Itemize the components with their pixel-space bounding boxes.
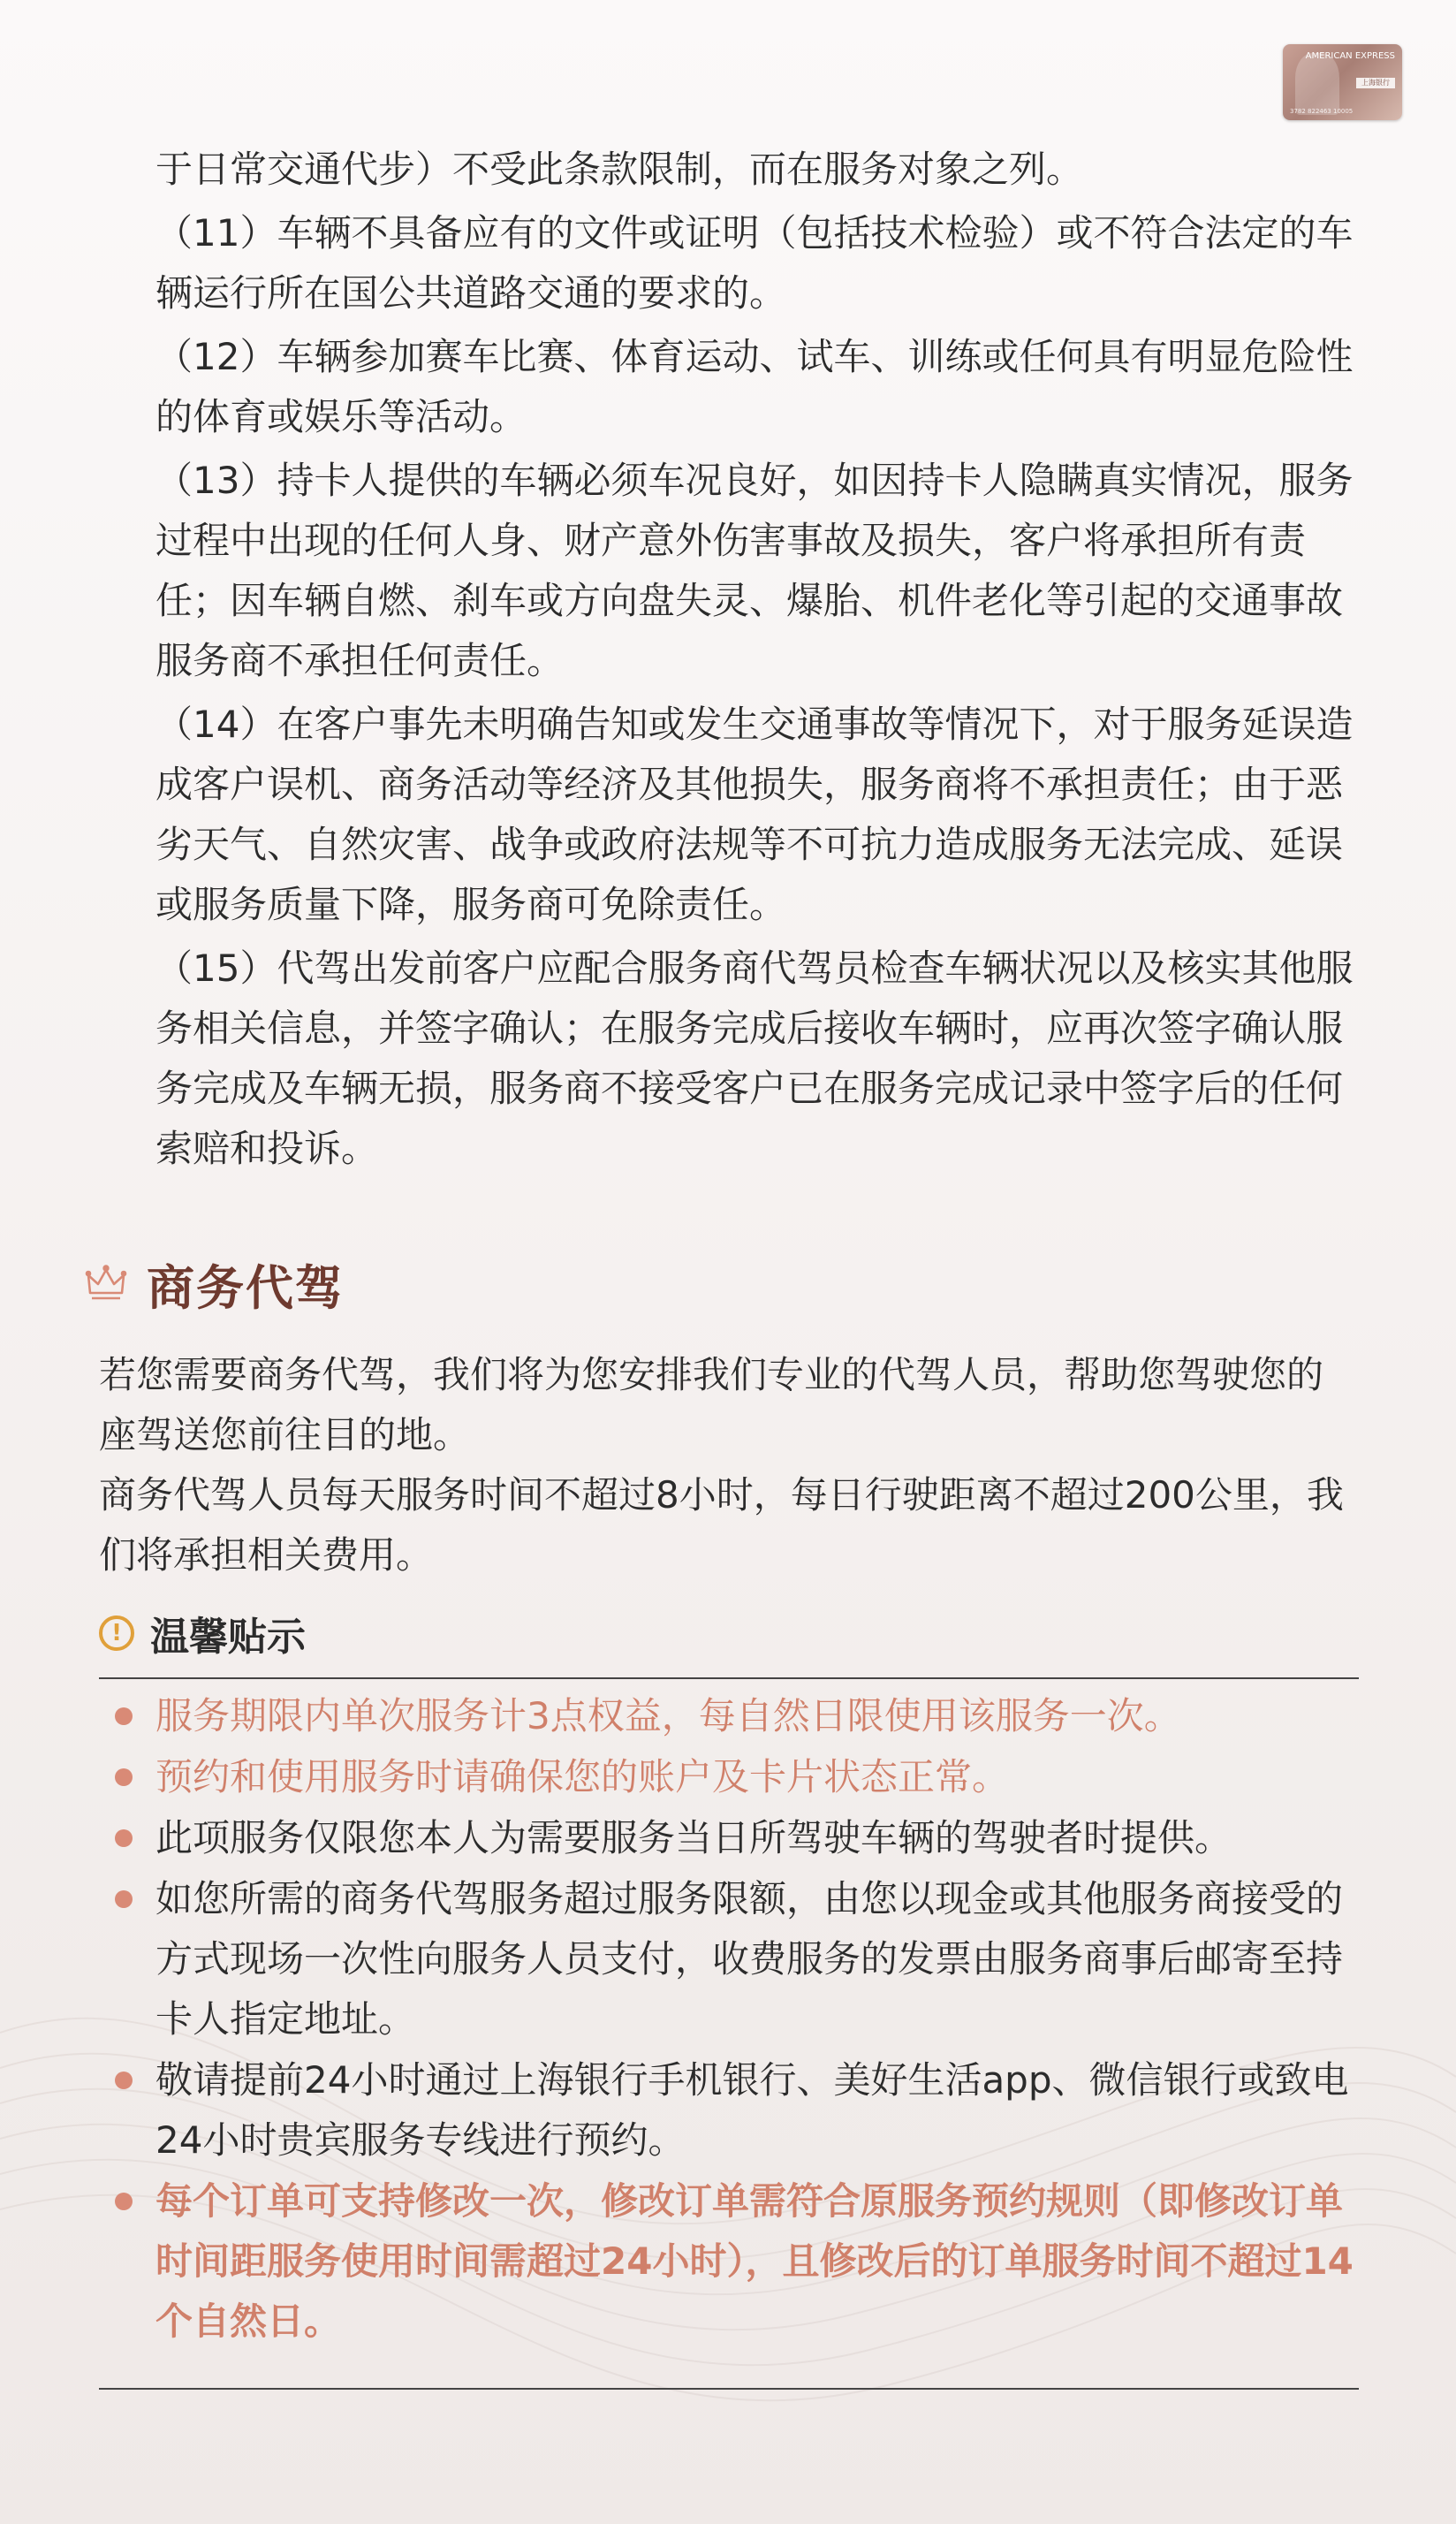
clause-14: （14）在客户事先未明确告知或发生交通事故等情况下，对于服务延误造成客户误机、商务活动等经济及其他损失，服务商将不承担责任；由于恶劣天气、自然灾害、战争或政府法规等不可抗力造成服务无法完成、延误或服务质量下降，服务商可免除责任。 [155, 703, 1354, 926]
tip-text: 服务期限内单次服务计3点权益，每自然日限使用该服务一次。 [155, 1694, 1181, 1737]
bullet-dot-icon [115, 2072, 133, 2089]
tips-title: 温馨贴示 [150, 1615, 306, 1660]
clause-12: （12）车辆参加赛车比赛、体育运动、试车、训练或任何具有明显危险性的体育或娱乐等活动。 [155, 335, 1354, 438]
clause-13: （13）持卡人提供的车辆必须车况良好，如因持卡人隐瞒真实情况，服务过程中出现的任何人身、财产意外伤害事故及损失，客户将承担所有责任；因车辆自燃、刹车或方向盘失灵、爆胎、机件老化等引起的交通事故服务商不承担任何责任。 [155, 459, 1354, 682]
tip-text: 如您所需的商务代驾服务超过服务限额，由您以现金或其他服务商接受的方式现场一次性向服务人员支付，收费服务的发票由服务商事后邮寄至持卡人指定地址。 [155, 1877, 1344, 2041]
tips-heading [99, 1607, 306, 1660]
section-heading [85, 1253, 345, 1315]
card-number: 3782 822463 10005 [1290, 108, 1354, 115]
tip-text: 敬请提前24小时通过上海银行手机银行、美好生活app、微信银行或致电24小时贵宾服务专线进行预约。 [155, 2058, 1349, 2162]
card-portrait [1295, 53, 1339, 115]
bullet-dot-icon [115, 1768, 133, 1786]
intro-paragraph-1: 若您需要商务代驾，我们将为您安排我们专业的代驾人员，帮助您驾驶您的座驾送您前往目的地。 [99, 1353, 1324, 1456]
list-item [99, 2050, 1359, 2170]
credit-card-thumbnail [1283, 44, 1402, 120]
list-item [99, 1869, 1359, 2049]
tip-text: 此项服务仅限您本人为需要服务当日所驾驶车辆的驾驶者时提供。 [155, 1816, 1232, 1859]
divider-top [99, 1677, 1359, 1679]
card-bank-logo: 上海银行 [1356, 78, 1395, 88]
list-item [99, 1808, 1359, 1868]
bullet-dot-icon [115, 1707, 133, 1725]
clause-15: （15）代驾出发前客户应配合服务商代驾员检查车辆状况以及核实其他服务相关信息，并签字确认；在服务完成后接收车辆时，应再次签字确认服务完成及车辆无损，服务商不接受客户已在服务完成记录中签字后的任何索赔和投诉。 [155, 946, 1354, 1170]
bullet-dot-icon [115, 2193, 133, 2210]
section-title: 商务代驾 [147, 1259, 345, 1316]
bullet-dot-icon [115, 1890, 133, 1908]
list-item [99, 1686, 1359, 1746]
clause-11: （11）车辆不具备应有的文件或证明（包括技术检验）或不符合法定的车辆运行所在国公共道路交通的要求的。 [155, 211, 1354, 315]
list-item [99, 2171, 1359, 2352]
intro-text [99, 1345, 1359, 1585]
intro-paragraph-2: 商务代驾人员每天服务时间不超过8小时，每日行驶距离不超过200公里，我们将承担相关费用。 [99, 1473, 1344, 1577]
list-item [99, 1747, 1359, 1807]
bullet-dot-icon [115, 1829, 133, 1847]
clause-continuation: 于日常交通代步）不受此条款限制，而在服务对象之列。 [155, 148, 1084, 191]
tip-text: 预约和使用服务时请确保您的账户及卡片状态正常。 [155, 1755, 1010, 1798]
card-brand: AMERICAN EXPRESS [1305, 51, 1395, 61]
tip-text: 每个订单可支持修改一次，修改订单需符合原服务预约规则（即修改订单时间距服务使用时间需超过24小时），且修改后的订单服务时间不超过14个自然日。 [155, 2179, 1354, 2343]
clauses-list [155, 140, 1359, 1182]
warning-icon: ! [99, 1616, 134, 1651]
divider-bottom [99, 2388, 1359, 2390]
crown-icon [85, 1263, 127, 1305]
tips-list [99, 1686, 1359, 2353]
